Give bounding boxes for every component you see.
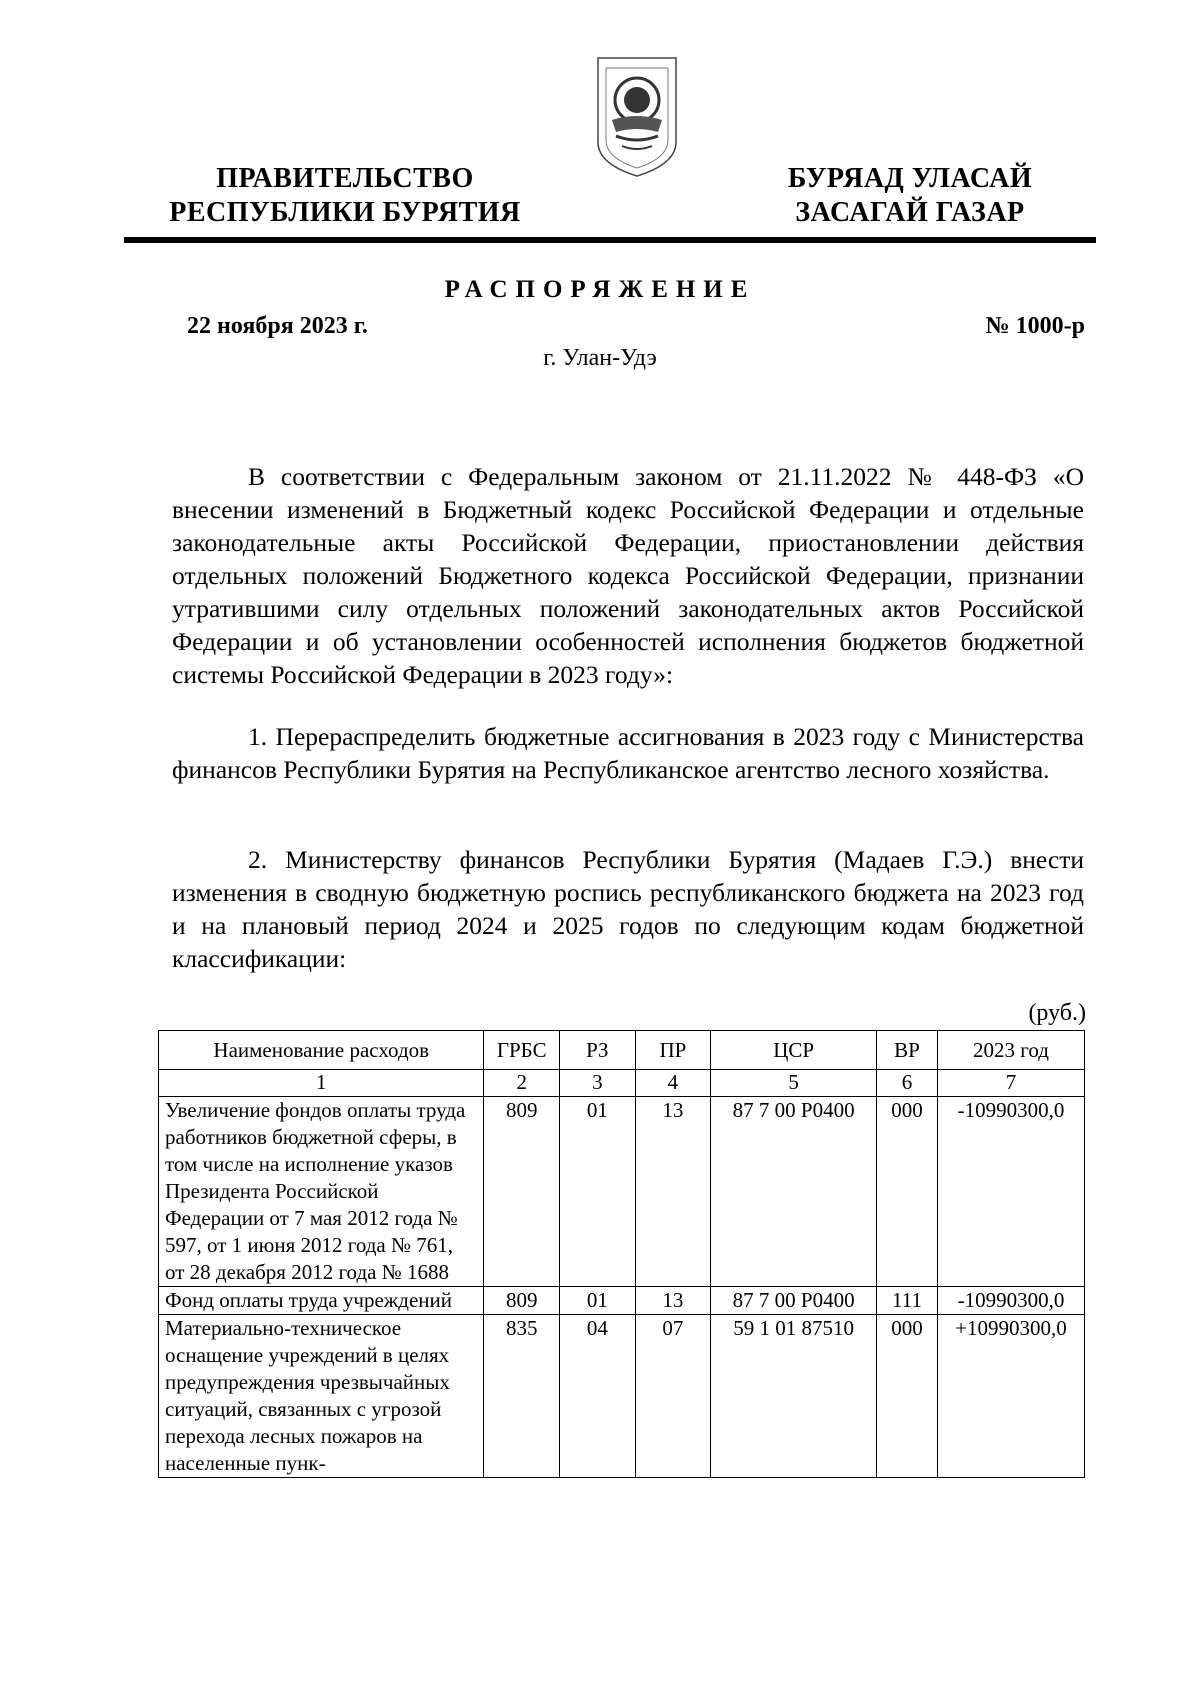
header-cell: Наименование расходов — [159, 1031, 484, 1070]
header-cell: ГРБС — [484, 1031, 560, 1070]
header-cell: ЦСР — [711, 1031, 877, 1070]
preamble-paragraph — [172, 460, 1084, 691]
row-amount-cell: -10990300,0 — [937, 1287, 1084, 1315]
document-number: № 1000-р — [985, 313, 1085, 339]
row-vr-cell: 000 — [877, 1315, 938, 1478]
header-cell: РЗ — [560, 1031, 636, 1070]
table-row — [159, 1097, 1085, 1287]
index-cell: 1 — [159, 1070, 484, 1097]
index-cell: 5 — [711, 1070, 877, 1097]
row-csr-cell: 59 1 01 87510 — [711, 1315, 877, 1478]
row-name-cell: Фонд оплаты труда учреждений — [159, 1287, 484, 1315]
row-vr-cell: 000 — [877, 1097, 938, 1287]
row-pr-cell: 13 — [635, 1097, 711, 1287]
row-vr-cell: 111 — [877, 1287, 938, 1315]
coat-of-arms-icon — [592, 54, 682, 178]
header-cell: ВР — [877, 1031, 938, 1070]
index-cell: 6 — [877, 1070, 938, 1097]
header-cell: 2023 год — [937, 1031, 1084, 1070]
header-divider — [124, 237, 1096, 243]
index-cell: 4 — [635, 1070, 711, 1097]
index-cell: 3 — [560, 1070, 636, 1097]
header-left-line1: ПРАВИТЕЛЬСТВО — [216, 163, 474, 194]
item-1-paragraph — [172, 720, 1084, 786]
row-amount-cell: -10990300,0 — [937, 1097, 1084, 1287]
table-header-row — [159, 1031, 1085, 1070]
row-pr-cell: 13 — [635, 1287, 711, 1315]
index-cell: 7 — [937, 1070, 1084, 1097]
header-right-line2: ЗАСАГАЙ ГАЗАР — [795, 197, 1025, 228]
row-csr-cell: 87 7 00 Р0400 — [711, 1287, 877, 1315]
row-amount-cell: +10990300,0 — [937, 1315, 1084, 1478]
budget-table — [158, 1030, 1085, 1478]
row-pr-cell: 07 — [635, 1315, 711, 1478]
row-name-cell: Материально-техническое оснащение учреждений в целях предупреждения чрезвычайных ситуаций, связанных с угрозой перехода лесных пожаров на населенные пунк- — [159, 1315, 484, 1478]
row-rz-cell: 04 — [560, 1315, 636, 1478]
item-2-paragraph — [172, 843, 1084, 975]
row-grbs-cell: 809 — [484, 1097, 560, 1287]
row-name-cell: Увеличение фондов оплаты труда работников бюджетной сферы, в том числе на исполнение указов Президента Российской Федерации от 7 мая 2012 года № 597, от 1 июня 2012 года № 761, от 28 декабря 2012 года № 1688 — [159, 1097, 484, 1287]
document-city: г. Улан-Удэ — [543, 345, 657, 371]
table-row — [159, 1287, 1085, 1315]
row-rz-cell: 01 — [560, 1287, 636, 1315]
header-left-line2: РЕСПУБЛИКИ БУРЯТИЯ — [169, 197, 521, 228]
header-left — [150, 162, 540, 230]
document-date: 22 ноября 2023 г. — [187, 313, 368, 339]
document-title: РАСПОРЯЖЕНИЕ — [444, 276, 756, 303]
row-grbs-cell: 809 — [484, 1287, 560, 1315]
header-right — [745, 162, 1075, 230]
row-grbs-cell: 835 — [484, 1315, 560, 1478]
row-rz-cell: 01 — [560, 1097, 636, 1287]
header-right-line1: БУРЯАД УЛАСАЙ — [787, 163, 1033, 194]
index-cell: 2 — [484, 1070, 560, 1097]
header-cell: ПР — [635, 1031, 711, 1070]
preamble-text: В соответствии с Федеральным законом от 21.11.2022 № 448-ФЗ «О внесении изменений в Бюджетный кодекс Российской Федерации и отдельные законодательные акты Российской Федерации, приостановлении действия отдельных положений Бюджетного кодекса Российской Федерации, признании утратившими силу отдельных положений законодательных актов Российской Федерации и об установлении особенностей исполнения бюджетов бюджетной системы Российской Федерации в 2023 году»: — [172, 462, 1084, 689]
row-csr-cell: 87 7 00 Р0400 — [711, 1097, 877, 1287]
item-2-text: 2. Министерству финансов Республики Бурятия (Мадаев Г.Э.) внести изменения в сводную бюджетную роспись республиканского бюджета на 2023 год и на плановый период 2024 и 2025 годов по следующим кодам бюджетной классификации: — [172, 845, 1084, 973]
table-row — [159, 1315, 1085, 1478]
table-index-row — [159, 1070, 1085, 1097]
item-1-text: 1. Перераспределить бюджетные ассигнования в 2023 году с Министерства финансов Республики Бурятия на Республиканское агентство лесного хозяйства. — [172, 722, 1084, 784]
table-unit: (руб.) — [1028, 1000, 1086, 1026]
